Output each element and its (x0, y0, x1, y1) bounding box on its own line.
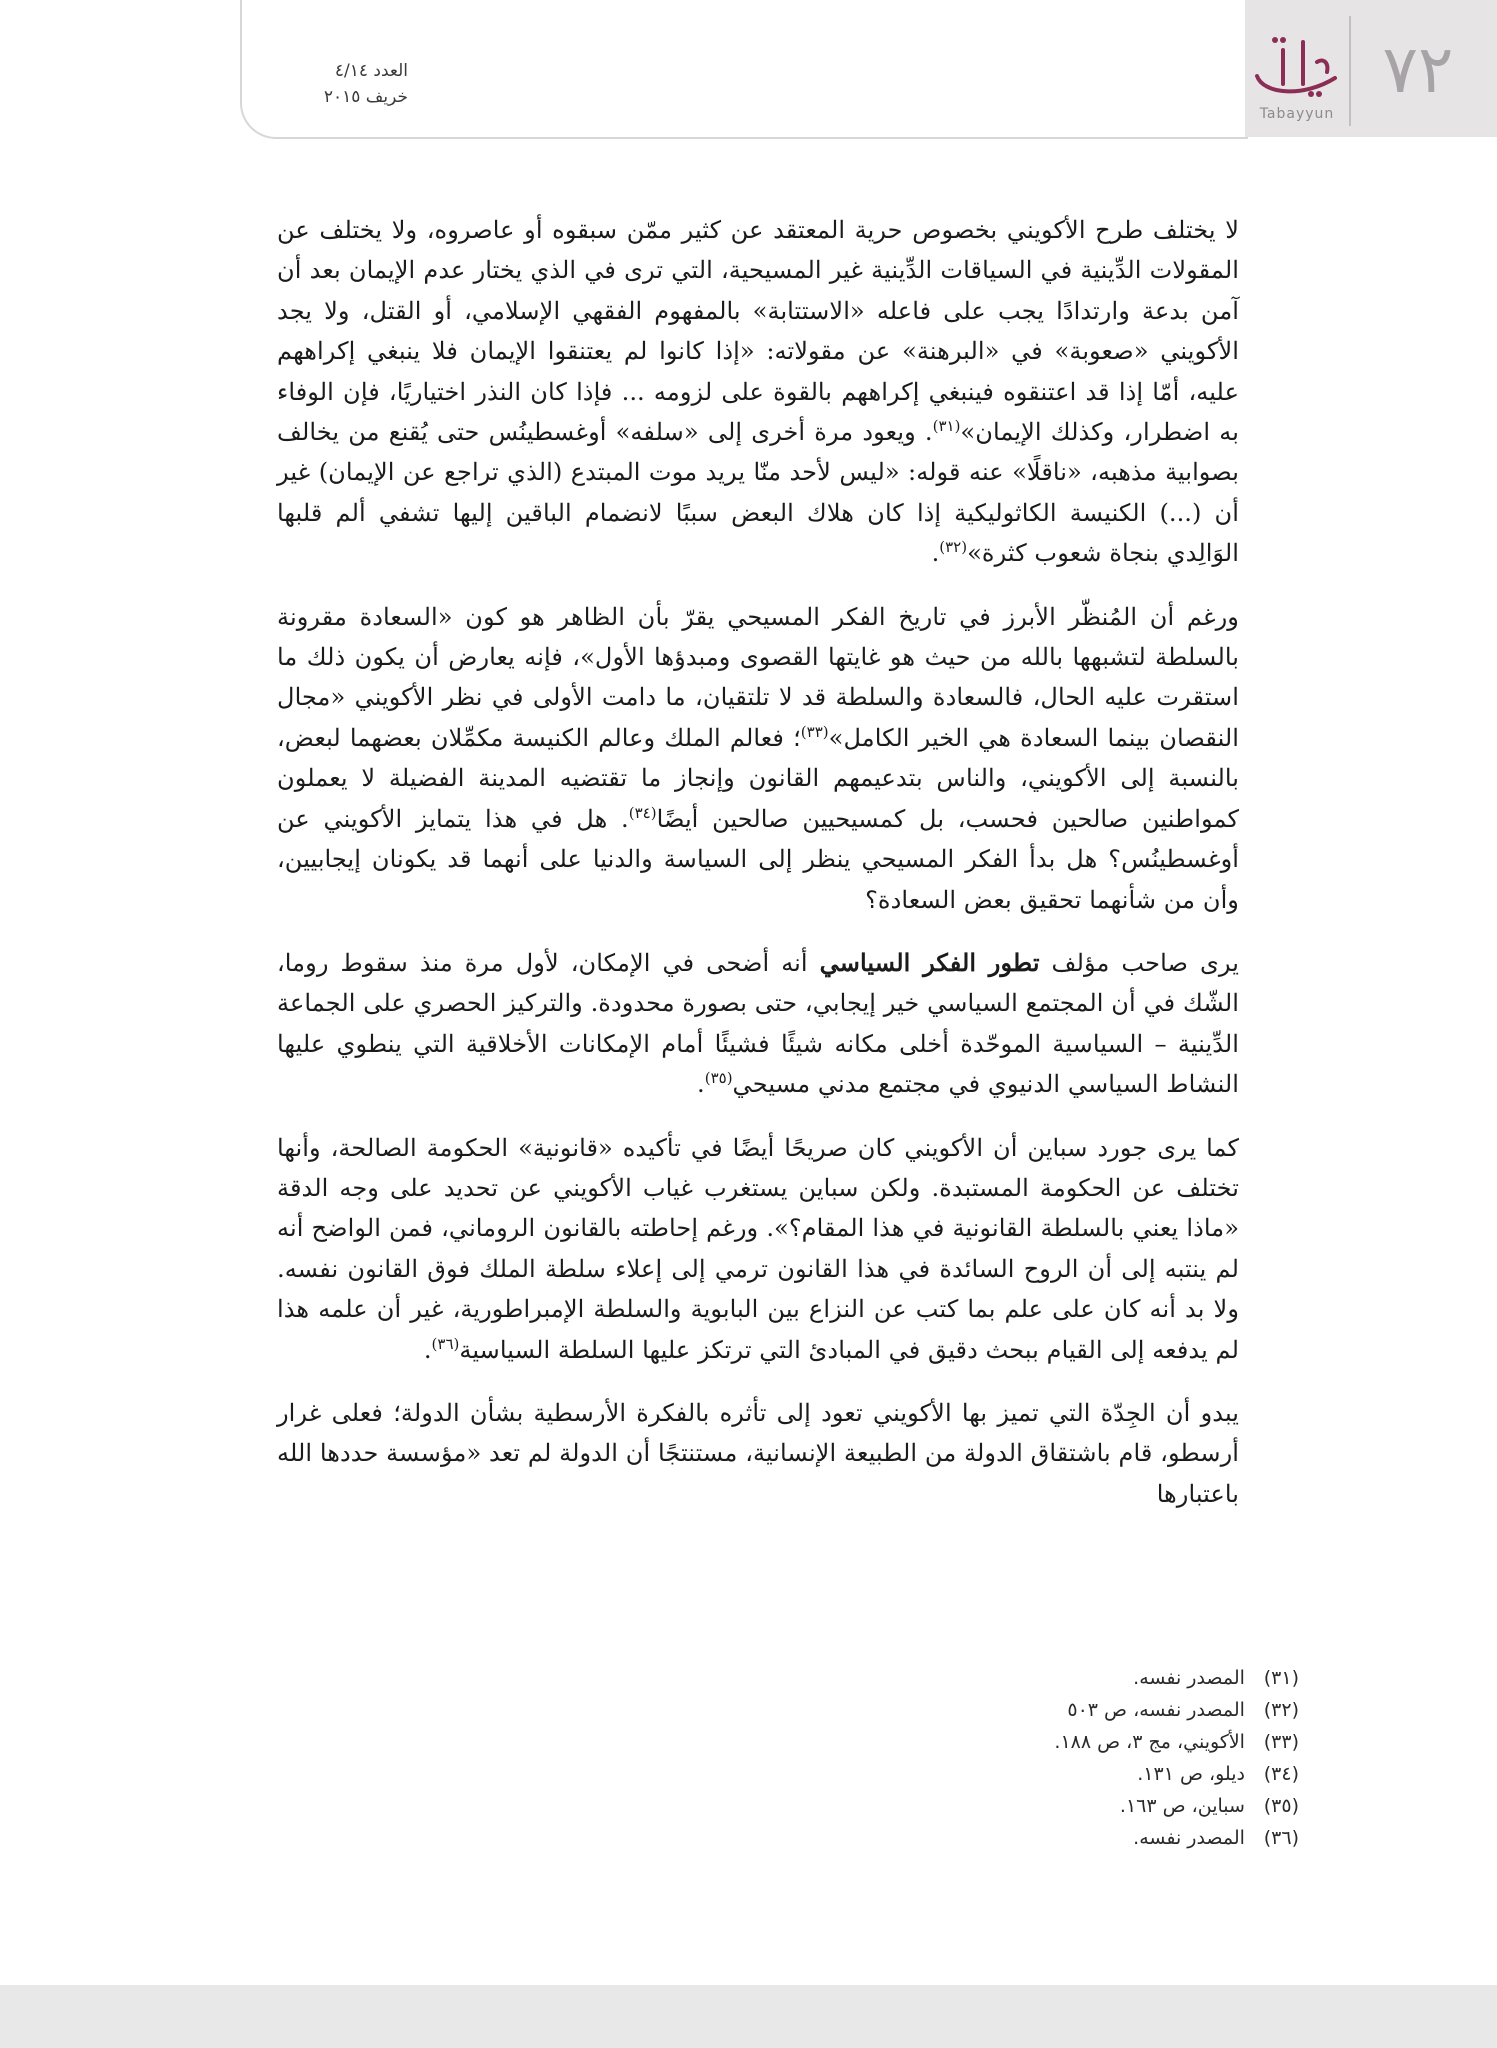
footnote-ref: (٣٢) (939, 538, 968, 557)
paragraph (277, 1393, 1239, 1514)
footnote-number: (٣١) (1263, 1667, 1299, 1689)
footnote-number: (٣٥) (1263, 1795, 1299, 1817)
footnote-number: (٣٦) (1263, 1827, 1299, 1849)
paragraph (277, 943, 1239, 1105)
footnote (599, 1822, 1299, 1854)
footnote (599, 1758, 1299, 1790)
paragraph-text: . (697, 1070, 705, 1099)
footnote-text: المصدر نفسه. (1133, 1827, 1251, 1849)
footnote-ref: (٣٣) (800, 722, 829, 741)
issue-season: خريف ٢٠١٥ (323, 87, 408, 107)
logo-mark-icon (1253, 28, 1341, 108)
paragraph-text: . (931, 539, 940, 568)
bottom-band (0, 1985, 1497, 2048)
journal-logo (1253, 28, 1341, 128)
tab-divider (1349, 16, 1351, 126)
paragraph-text: كما يرى جورد سباين أن الأكويني كان صريحًا أيضًا في تأكيده «قانونية» الحكومة الصالحة، وأنها تختلف عن الحكومة المستبدة. ولكن سباين يستغرب غياب الأكويني عن تحديد على وجه الدقة «ماذا يعني بالسلطة القانونية في هذا المقام؟». ورغم إحاطته بالقانون الروماني، فمن الواضح أنه لم ينتبه إلى أن الروح السائدة في هذا القانون ترمي إلى إعلاء سلطة الملك فوق القانون نفسه. ولا بد أنه كان على علم بما كتب عن النزاع بين البابوية والسلطة الإمبراطورية، غير أن علمه هذا لم يدفعه إلى القيام ببحث دقيق في المبادئ التي ترتكز عليها السلطة السياسية (277, 1133, 1239, 1364)
footnote (599, 1790, 1299, 1822)
paragraph-text: ؛ فعالم الملك وعالم الكنيسة مكمِّلان بعضهما لبعض، بالنسبة إلى الأكويني، والناس بتدعيمهم القانون وإنجاز ما تقتضيه المدينة الفضيلة لا يعملون كمواطنين صالحين فحسب، بل كمسيحيين صالحين أيضًا (277, 723, 1239, 833)
paragraph-text: أنه أضحى في الإمكان، لأول مرة منذ سقوط روما، الشّك في أن المجتمع السياسي خير إيجابي، حتى بصورة محدودة. والتركيز الحصري على الجماعة الدِّينية – السياسية الموحّدة أخلى مكانه شيئًا فشيئًا أمام الإمكانات الأخلاقية التي ينطوي عليها النشاط السياسي الدنيوي في مجتمع مدني مسيحي (277, 948, 1239, 1099)
footnote-number: (٣٢) (1263, 1699, 1299, 1721)
paragraph-text: ورغم أن المُنظّر الأبرز في تاريخ الفكر المسيحي يقرّ بأن الظاهر هو كون «السعادة مقرونة بالسلطة لتشبهها بالله من حيث هو غايتها القصوى ومبدؤها الأول»، فإنه يعارض أن يكون ذلك ما استقرت عليه الحال، فالسعادة والسلطة قد لا تلتقيان، ما دامت الأولى في نظر الأكويني «مجال النقصان بينما السعادة هي الخير الكامل» (277, 602, 1239, 752)
footnote-text: سباين، ص ١٦٣. (1119, 1795, 1251, 1817)
footnote (599, 1726, 1299, 1758)
footnote-ref: (٣٦) (431, 1334, 460, 1353)
paragraph-text: . هل في هذا يتمايز الأكويني عن أوغسطينُس؟ هل بدأ الفكر المسيحي ينظر إلى السياسة والدنيا على أنهما قد يكونان إيجابيين، وأن من شأنهما تحقيق بعض السعادة؟ (277, 804, 1239, 914)
paragraph-text: يرى صاحب مؤلف (1039, 948, 1239, 977)
page-number: ٧٢ (1382, 31, 1454, 108)
paragraph (277, 1128, 1239, 1370)
footnote (599, 1694, 1299, 1726)
issue-info (268, 58, 408, 110)
footnote-number: (٣٤) (1263, 1763, 1299, 1785)
book-title: تطور الفكر السياسي (819, 947, 1040, 977)
footnote-number: (٣٣) (1263, 1731, 1299, 1753)
footnote-text: الأكويني، مج ٣، ص ١٨٨. (1054, 1731, 1251, 1753)
footnote-ref: (٣٥) (704, 1069, 733, 1088)
paragraph (277, 210, 1239, 574)
paragraph-text: . (423, 1335, 432, 1364)
header-tab (1245, 0, 1497, 137)
paragraph-text: . ويعود مرة أخرى إلى «سلفه» أوغسطينُس حتى يُقنع من يخالف بصوابية مذهبه، «ناقلًا» عنه قوله: «ليس لأحد منّا يريد موت المبتدع (الذي تراجع عن الإيمان) غير أن (...) الكنيسة الكاثوليكية إذا كان هلاك البعض سببًا لانضمام الباقين إليها تشفي ألم قلبها الوَالِدي بنجاة شعوب كثرة» (277, 418, 1239, 568)
footnote-text: المصدر نفسه، ص ٥٠٣ (1067, 1699, 1251, 1721)
issue-number: العدد ٤/١٤ (334, 61, 408, 81)
paragraph-text: لا يختلف طرح الأكويني بخصوص حرية المعتقد عن كثير ممّن سبقوه أو عاصروه، ولا يختلف عن المقولات الدِّينية في السياقات الدِّينية غير المسيحية، التي ترى في الذي يختار عدم الإيمان بعد أن آمن بدعة وارتدادًا يجب على فاعله «الاستتابة» بالمفهوم الفقهي الإسلامي، أو القتل، ولا يجد الأكويني «صعوبة» في «البرهنة» عن مقولاته: «إذا كانوا لم يعتنقوا الإيمان فلا ينبغي إكراههم عليه، أمّا إذا قد اعتنقوه فينبغي إكراههم بالقوة على لزومه ... فإذا كان النذر اختياريًا، فإن الوفاء به اضطرار، وكذلك الإيمان» (277, 216, 1239, 447)
footnote-ref: (٣١) (932, 416, 961, 435)
footnote (599, 1662, 1299, 1694)
paragraph (277, 597, 1239, 920)
footnote-ref: (٣٤) (628, 803, 657, 822)
footnotes (599, 1662, 1299, 1854)
logo-latin-text: Tabayyun (1259, 106, 1335, 122)
footnote-text: ديلو، ص ١٣١. (1137, 1763, 1251, 1785)
paragraph-text: يبدو أن الجِدّة التي تميز بها الأكويني تعود إلى تأثره بالفكرة الأرسطية بشأن الدولة؛ فعلى غرار أرسطو، قام باشتقاق الدولة من الطبيعة الإنسانية، مستنتجًا أن الدولة لم تعد «مؤسسة حددها الله باعتبارها (277, 1398, 1239, 1508)
article-body (277, 210, 1239, 1537)
footnote-text: المصدر نفسه. (1133, 1667, 1251, 1689)
